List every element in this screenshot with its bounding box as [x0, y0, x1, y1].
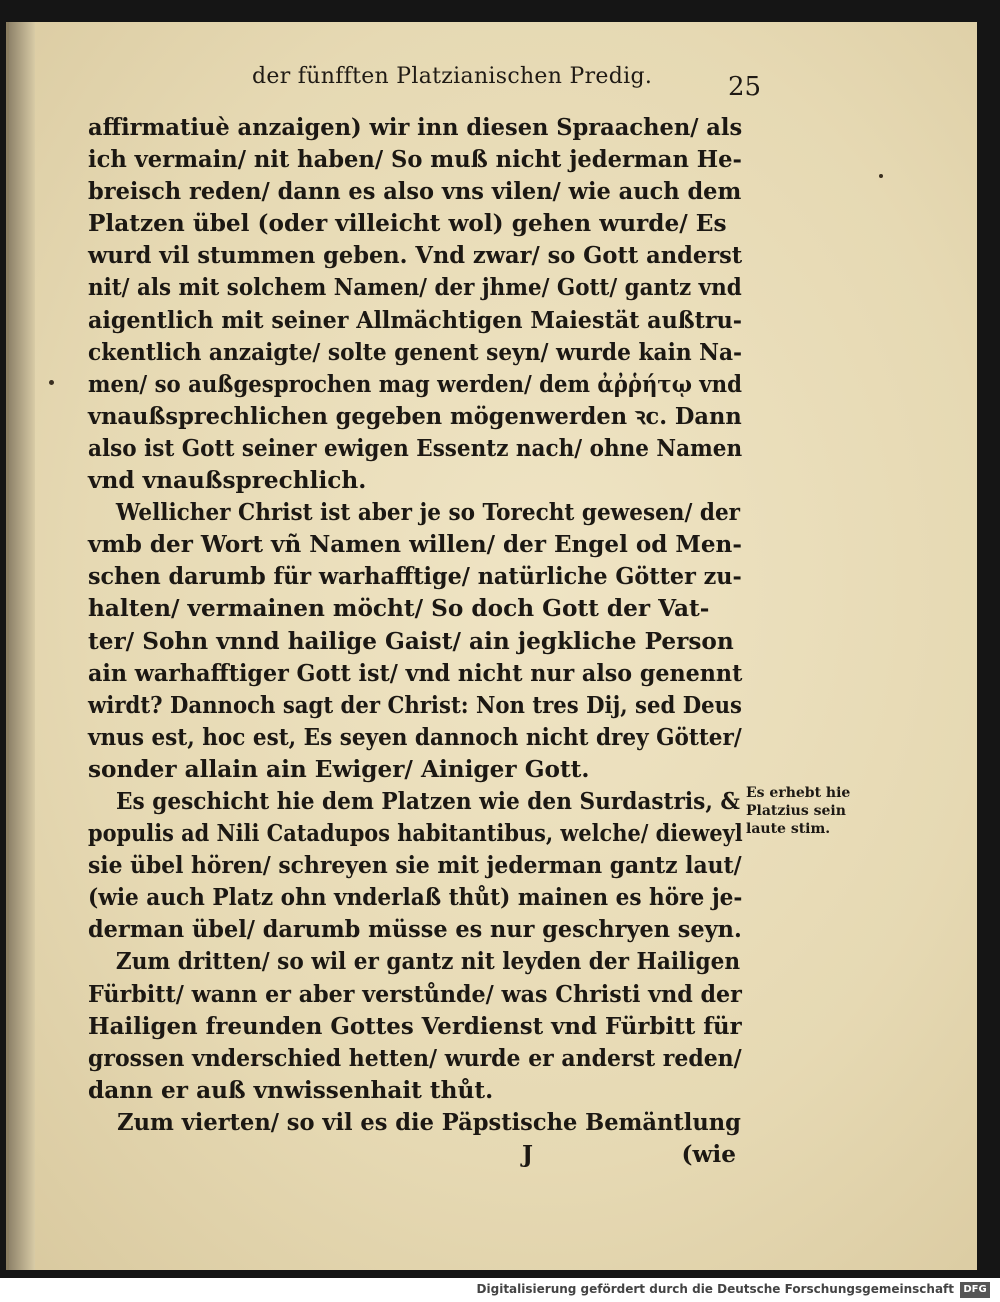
marginal-note-line: Es erhebt hie: [746, 785, 851, 801]
text-line: populis ad Nili Catadupos habitantibus, welche/ dieweyl: [88, 820, 743, 848]
text-line: also ist Gott seiner ewigen Essentz nach/ ohne Namen: [88, 434, 743, 462]
marginal-note-line: laute stim.: [746, 821, 831, 837]
text-line: ter/ Sohn vnnd hailige Gaist/ ain jegkliche Person: [88, 627, 734, 655]
digitization-credit: Digitalisierung gefördert durch die Deutsche Forschungsgemeinschaft: [476, 1282, 954, 1296]
text-line: sonder allain ain Ewiger/ Ainiger Gott.: [88, 755, 590, 783]
text-line: ich vermain/ nit haben/ So muß nicht jederman He-: [88, 146, 742, 174]
text-line: wurd vil stummen geben. Vnd zwar/ so Gott anderst: [88, 242, 743, 270]
ink-spot: [879, 174, 883, 178]
page-number: 25: [728, 72, 762, 102]
ink-spot: [49, 380, 54, 385]
text-line: halten/ vermainen möcht/ So doch Gott der Vat-: [88, 595, 710, 623]
marginal-note-line: Platzius sein: [746, 803, 846, 819]
text-line: (wie auch Platz ohn vnderlaß thůt) mainen es höre je-: [88, 884, 743, 912]
text-line: Wellicher Christ ist aber je so Torecht gewesen/ der: [115, 499, 741, 527]
text-line: aigentlich mit seiner Allmächtigen Maiestät außtru-: [88, 306, 743, 334]
text-line: vnaußsprechlichen gegeben mögenwerden ꝛc. Dann: [88, 402, 742, 430]
marginal-note: [746, 784, 870, 838]
text-line: derman übel/ darumb müsse es nur geschryen seyn.: [88, 916, 742, 944]
text-line: sie übel hören/ schreyen sie mit jederman gantz laut/: [88, 852, 742, 880]
dfg-logo: DFG: [960, 1282, 990, 1298]
catchword: (wie: [681, 1141, 736, 1168]
text-line: Zum vierten/ so vil es die Päpstische Bemäntlung: [117, 1108, 741, 1136]
text-line: grossen vnderschied hetten/ wurde er anderst reden/: [88, 1044, 742, 1072]
text-line: vmb der Wort vñ Namen willen/ der Engel od Men-: [88, 531, 742, 559]
text-line: ckentlich anzaigte/ solte genent seyn/ wurde kain Na-: [88, 338, 743, 366]
text-line: Hailigen freunden Gottes Verdienst vnd Fürbitt für: [88, 1012, 742, 1040]
text-line: Platzen übel (oder villeicht wol) gehen wurde/ Es: [88, 210, 727, 238]
signature-line: [88, 1139, 742, 1171]
text-line: schen darumb für warhafftige/ natürliche Götter zu-: [88, 563, 742, 591]
body-text: [88, 112, 742, 1171]
text-line: dann er auß vnwissenhait thůt.: [88, 1076, 494, 1104]
text-line: vnd vnaußsprechlich.: [88, 467, 367, 495]
text-line: breisch reden/ dann es also vns vilen/ wie auch dem: [88, 178, 742, 206]
running-head: der fünfften Platzianischen Predig.: [252, 64, 653, 89]
text-line: Zum dritten/ so wil er gantz nit leyden der Hailigen: [115, 948, 741, 976]
text-line: Fürbitt/ wann er aber verstůnde/ was Christi vnd der: [88, 980, 742, 1008]
text-line: men/ so außgesprochen mag werden/ dem ἀῤῥήτῳ vnd: [88, 370, 742, 398]
text-line: affirmatiuè anzaigen) wir inn diesen Spraachen/ als: [88, 114, 743, 141]
text-line: Es geschicht hie dem Platzen wie den Surdastris, &: [115, 787, 740, 815]
signature-mark: J: [522, 1141, 533, 1168]
text-line: vnus est, hoc est, Es seyen dannoch nicht drey Götter/: [88, 723, 742, 751]
text-line: wirdt? Dannoch sagt der Christ: Non tres Dij, sed Deus: [88, 691, 742, 719]
text-line: nit/ als mit solchem Namen/ der jhme/ Gott/ gantz vnd: [88, 274, 742, 302]
text-line: ain warhafftiger Gott ist/ vnd nicht nur also genennt: [88, 659, 743, 687]
page-gutter: [9, 22, 35, 1270]
